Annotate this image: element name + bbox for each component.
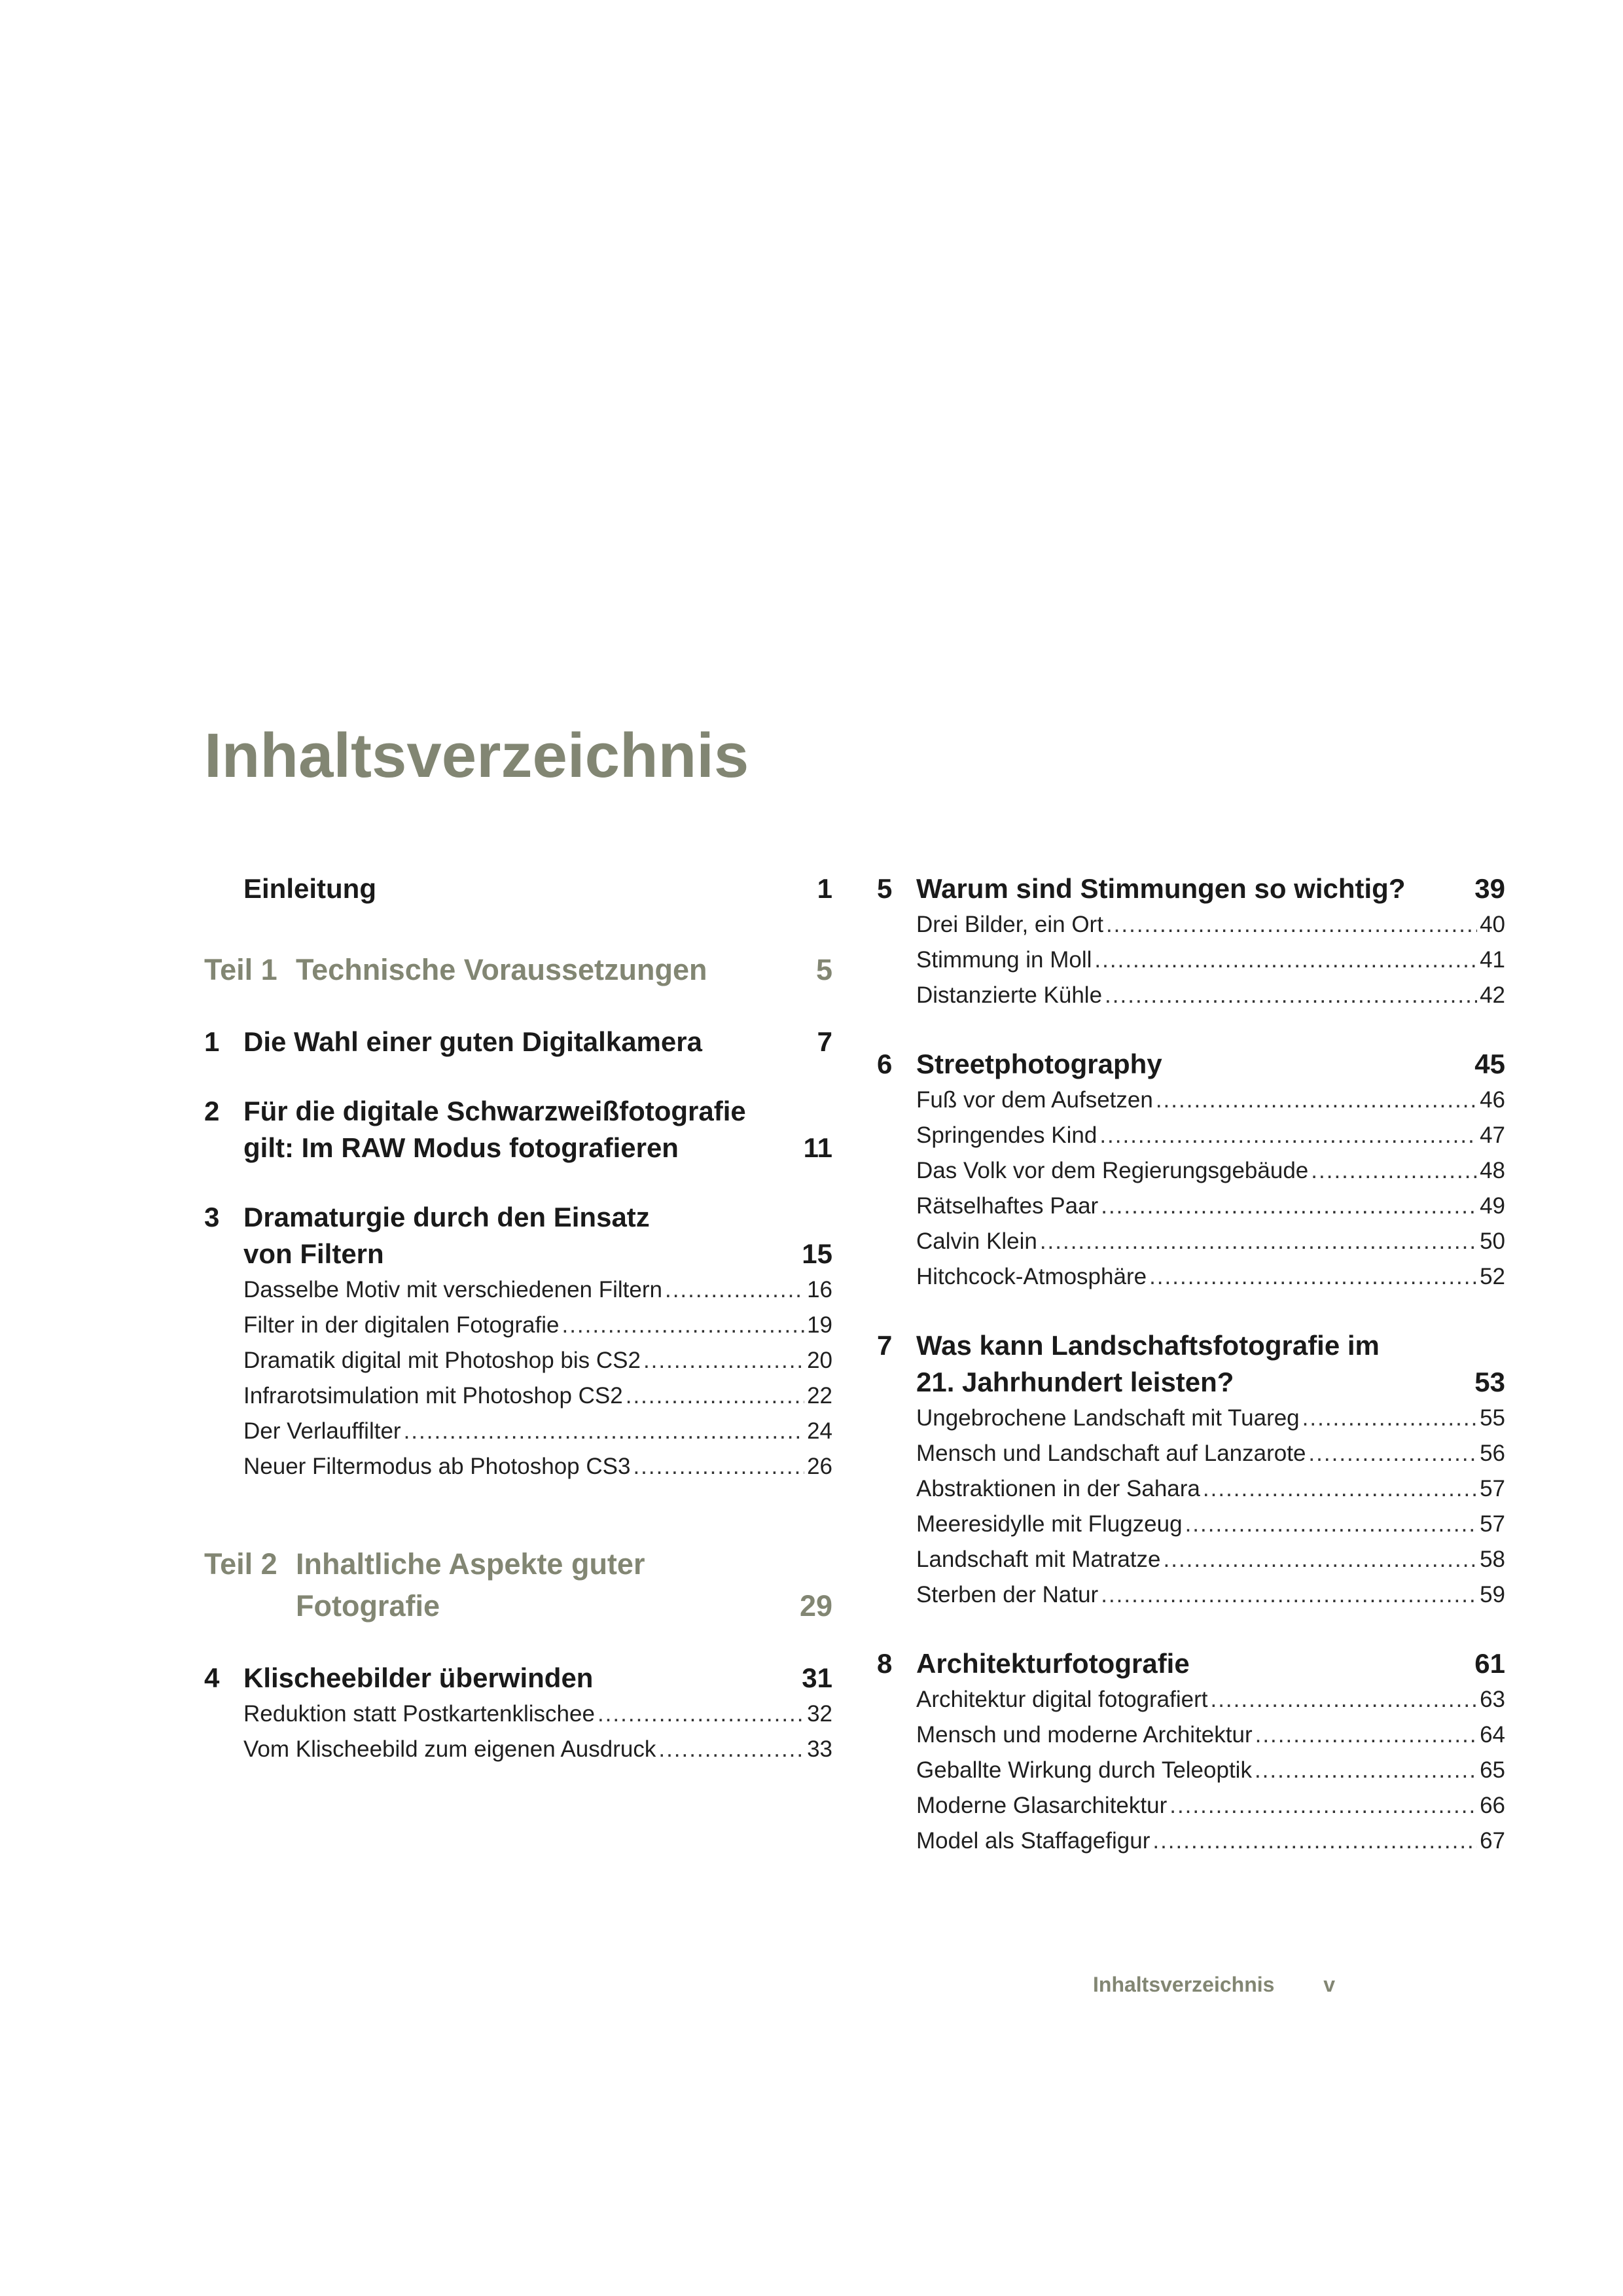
part-heading [204, 949, 832, 991]
section-title: Landschaft mit Matratze [916, 1547, 1161, 1572]
chapter-title: Architekturfotografie [916, 1648, 1190, 1679]
page-number: v [1323, 1973, 1335, 1996]
dot-leader [1101, 1189, 1477, 1224]
chapter-heading [877, 870, 1505, 907]
page-title: Inhaltsverzeichnis [204, 721, 749, 791]
toc-section[interactable] [877, 942, 1505, 978]
dot-leader [1185, 1507, 1478, 1542]
toc-chapter-3[interactable] [204, 1199, 832, 1484]
chapter-number: 7 [877, 1330, 893, 1361]
toc-section[interactable] [877, 1577, 1505, 1613]
dot-leader [1149, 1259, 1477, 1295]
part-title-line-1: Inhaltliche Aspekte guter [296, 1547, 645, 1581]
chapter-page: 39 [1474, 873, 1505, 904]
toc-chapter-5[interactable] [877, 870, 1505, 1013]
section-title: Rätselhaftes Paar [916, 1193, 1099, 1219]
section-title: Geballte Wirkung durch Teleoptik [916, 1757, 1252, 1783]
chapter-number: 5 [877, 873, 893, 904]
section-title: Der Verlauffilter [243, 1418, 401, 1444]
toc-part-1[interactable] [204, 949, 832, 991]
section-title: Stimmung in Moll [916, 947, 1092, 973]
toc-section[interactable] [204, 1343, 832, 1378]
dot-leader [1203, 1471, 1477, 1507]
part-heading [204, 1543, 832, 1627]
section-title: Infrarotsimulation mit Photoshop CS2 [243, 1383, 623, 1408]
running-footer-label: Inhaltsverzeichnis [1093, 1973, 1275, 1996]
toc-section[interactable] [877, 1189, 1505, 1224]
section-title: Calvin Klein [916, 1229, 1037, 1254]
dot-leader [1255, 1753, 1477, 1788]
toc-section[interactable] [877, 1507, 1505, 1542]
chapter-title-line-2: 21. Jahrhundert leisten? [916, 1367, 1234, 1397]
toc-section[interactable] [204, 1696, 832, 1732]
chapter-page: 15 [802, 1238, 832, 1269]
chapter-heading [204, 1093, 832, 1166]
dot-leader [1106, 907, 1477, 942]
section-page: 55 [1480, 1405, 1505, 1431]
dot-leader [665, 1272, 804, 1308]
toc-section[interactable] [877, 1788, 1505, 1823]
toc-chapter-2[interactable] [204, 1093, 832, 1166]
section-title: Ungebrochene Landschaft mit Tuareg [916, 1405, 1300, 1431]
chapter-page: 53 [1474, 1367, 1505, 1397]
chapter-heading [877, 1046, 1505, 1083]
dot-leader [1099, 1118, 1477, 1153]
section-title: Springendes Kind [916, 1122, 1097, 1148]
toc-section[interactable] [877, 1753, 1505, 1788]
toc-section[interactable] [204, 1414, 832, 1449]
section-page: 46 [1480, 1087, 1505, 1113]
chapter-title-line-2: von Filtern [243, 1238, 384, 1269]
part-number: Teil 2 [204, 1547, 277, 1581]
section-page: 41 [1480, 947, 1505, 973]
section-title: Hitchcock-Atmosphäre [916, 1264, 1147, 1289]
section-list [204, 1272, 832, 1484]
dot-leader [1311, 1153, 1477, 1189]
section-list [204, 1696, 832, 1767]
section-page: 26 [807, 1454, 832, 1479]
part-page: 29 [799, 1589, 832, 1623]
dot-leader [404, 1414, 804, 1449]
section-title: Dramatik digital mit Photoshop bis CS2 [243, 1348, 641, 1373]
chapter-title-line-1: Was kann Landschaftsfotografie im [916, 1330, 1380, 1361]
section-page: 20 [807, 1348, 832, 1373]
section-title: Neuer Filtermodus ab Photoshop CS3 [243, 1454, 631, 1479]
toc-column-left [204, 870, 832, 1800]
chapter-number: 6 [877, 1049, 893, 1079]
toc-section[interactable] [877, 1823, 1505, 1859]
chapter-title: Streetphotography [916, 1049, 1162, 1079]
toc-section[interactable] [877, 1118, 1505, 1153]
section-title: Architektur digital fotografiert [916, 1687, 1208, 1712]
section-title: Vom Klischeebild zum eigenen Ausdruck [243, 1736, 656, 1762]
toc-column-right [877, 870, 1505, 1892]
chapter-title-line-2: gilt: Im RAW Modus fotografieren [243, 1132, 679, 1163]
chapter-page: 45 [1474, 1049, 1505, 1079]
chapter-number: 3 [204, 1202, 220, 1232]
toc-section[interactable] [877, 1436, 1505, 1471]
section-page: 65 [1480, 1757, 1505, 1783]
chapter-page: 31 [802, 1662, 832, 1693]
dot-leader [643, 1343, 804, 1378]
section-page: 63 [1480, 1687, 1505, 1712]
dot-leader [658, 1732, 804, 1767]
section-page: 40 [1480, 912, 1505, 937]
toc-section[interactable] [877, 1153, 1505, 1189]
chapter-title: Einleitung [243, 873, 376, 904]
toc-section[interactable] [877, 1471, 1505, 1507]
section-page: 16 [807, 1277, 832, 1302]
section-title: Drei Bilder, ein Ort [916, 912, 1103, 937]
toc-section[interactable] [204, 1378, 832, 1414]
chapter-number: 1 [204, 1026, 220, 1057]
chapter-heading [204, 870, 832, 907]
section-list [877, 1083, 1505, 1295]
chapter-number: 2 [204, 1096, 220, 1126]
dot-leader [1308, 1436, 1477, 1471]
dot-leader [1210, 1682, 1477, 1717]
section-page: 42 [1480, 982, 1505, 1008]
section-page: 57 [1480, 1511, 1505, 1537]
chapter-number: 4 [204, 1662, 220, 1693]
part-number: Teil 1 [204, 953, 277, 986]
toc-section[interactable] [877, 1083, 1505, 1118]
part-title: Technische Voraussetzungen [296, 953, 707, 986]
toc-part-2[interactable] [204, 1543, 832, 1627]
chapter-heading [204, 1199, 832, 1272]
chapter-title: Warum sind Stimmungen so wichtig? [916, 873, 1406, 904]
dot-leader [562, 1308, 804, 1343]
toc-chapter-7[interactable] [877, 1327, 1505, 1613]
part-page: 5 [815, 953, 832, 986]
chapter-title-line-1: Dramaturgie durch den Einsatz [243, 1202, 650, 1232]
toc-section[interactable] [877, 1542, 1505, 1577]
section-title: Meeresidylle mit Flugzeug [916, 1511, 1183, 1537]
toc-section[interactable] [877, 907, 1505, 942]
dot-leader [1255, 1717, 1477, 1753]
toc-chapter-8[interactable] [877, 1645, 1505, 1859]
dot-leader [1040, 1224, 1477, 1259]
section-title: Reduktion statt Postkartenklischee [243, 1701, 595, 1727]
chapter-page: 11 [803, 1132, 832, 1163]
section-page: 32 [807, 1701, 832, 1727]
chapter-page: 7 [817, 1026, 832, 1057]
toc-section[interactable] [204, 1308, 832, 1343]
chapter-number: 8 [877, 1648, 893, 1679]
section-list [877, 1401, 1505, 1613]
section-page: 67 [1480, 1828, 1505, 1854]
toc-section[interactable] [877, 1259, 1505, 1295]
chapter-title-line-1: Für die digitale Schwarzweißfotografie [243, 1096, 746, 1126]
toc-section[interactable] [877, 1717, 1505, 1753]
section-page: 66 [1480, 1793, 1505, 1818]
section-page: 56 [1480, 1441, 1505, 1466]
section-title: Das Volk vor dem Regierungsgebäude [916, 1158, 1309, 1183]
section-page: 24 [807, 1418, 832, 1444]
dot-leader [1105, 978, 1477, 1013]
part-title-line-2: Fotografie [296, 1589, 440, 1623]
dot-leader [1094, 942, 1477, 978]
dot-leader [597, 1696, 804, 1732]
toc-section[interactable] [877, 1401, 1505, 1436]
toc-chapter-6[interactable] [877, 1046, 1505, 1295]
toc-section[interactable] [204, 1732, 832, 1767]
toc-entry-introduction[interactable] [204, 870, 832, 907]
chapter-page: 61 [1474, 1648, 1505, 1679]
toc-section[interactable] [204, 1449, 832, 1484]
dot-leader [1169, 1788, 1477, 1823]
toc-section[interactable] [877, 978, 1505, 1013]
dot-leader [1164, 1542, 1478, 1577]
section-title: Moderne Glasarchitektur [916, 1793, 1168, 1818]
section-title: Mensch und Landschaft auf Lanzarote [916, 1441, 1306, 1466]
chapter-heading [204, 1024, 832, 1060]
section-page: 50 [1480, 1229, 1505, 1254]
toc-section[interactable] [204, 1272, 832, 1308]
section-page: 48 [1480, 1158, 1505, 1183]
dot-leader [1101, 1577, 1477, 1613]
section-page: 19 [807, 1312, 832, 1338]
chapter-page: 1 [817, 873, 832, 904]
toc-section[interactable] [877, 1682, 1505, 1717]
toc-section[interactable] [877, 1224, 1505, 1259]
chapter-heading [877, 1645, 1505, 1682]
section-page: 58 [1480, 1547, 1505, 1572]
section-page: 57 [1480, 1476, 1505, 1501]
section-page: 49 [1480, 1193, 1505, 1219]
section-list [877, 1682, 1505, 1859]
section-title: Dasselbe Motiv mit verschiedenen Filtern [243, 1277, 662, 1302]
section-title: Distanzierte Kühle [916, 982, 1103, 1008]
section-title: Model als Staffagefigur [916, 1828, 1150, 1854]
chapter-heading [204, 1660, 832, 1696]
dot-leader [633, 1449, 804, 1484]
section-page: 59 [1480, 1582, 1505, 1607]
chapter-title: Klischeebilder überwinden [243, 1662, 594, 1693]
dot-leader [1156, 1083, 1477, 1118]
section-title: Sterben der Natur [916, 1582, 1099, 1607]
section-title: Mensch und moderne Architektur [916, 1722, 1253, 1748]
dot-leader [1152, 1823, 1477, 1859]
dot-leader [626, 1378, 804, 1414]
chapter-title: Die Wahl einer guten Digitalkamera [243, 1026, 702, 1057]
section-title: Fuß vor dem Aufsetzen [916, 1087, 1153, 1113]
section-list [877, 907, 1505, 1013]
chapter-heading [877, 1327, 1505, 1401]
section-page: 52 [1480, 1264, 1505, 1289]
section-page: 22 [807, 1383, 832, 1408]
toc-chapter-4[interactable] [204, 1660, 832, 1767]
dot-leader [1302, 1401, 1477, 1436]
toc-chapter-1[interactable] [204, 1024, 832, 1060]
section-page: 64 [1480, 1722, 1505, 1748]
section-page: 47 [1480, 1122, 1505, 1148]
section-page: 33 [807, 1736, 832, 1762]
section-title: Abstraktionen in der Sahara [916, 1476, 1200, 1501]
section-title: Filter in der digitalen Fotografie [243, 1312, 560, 1338]
